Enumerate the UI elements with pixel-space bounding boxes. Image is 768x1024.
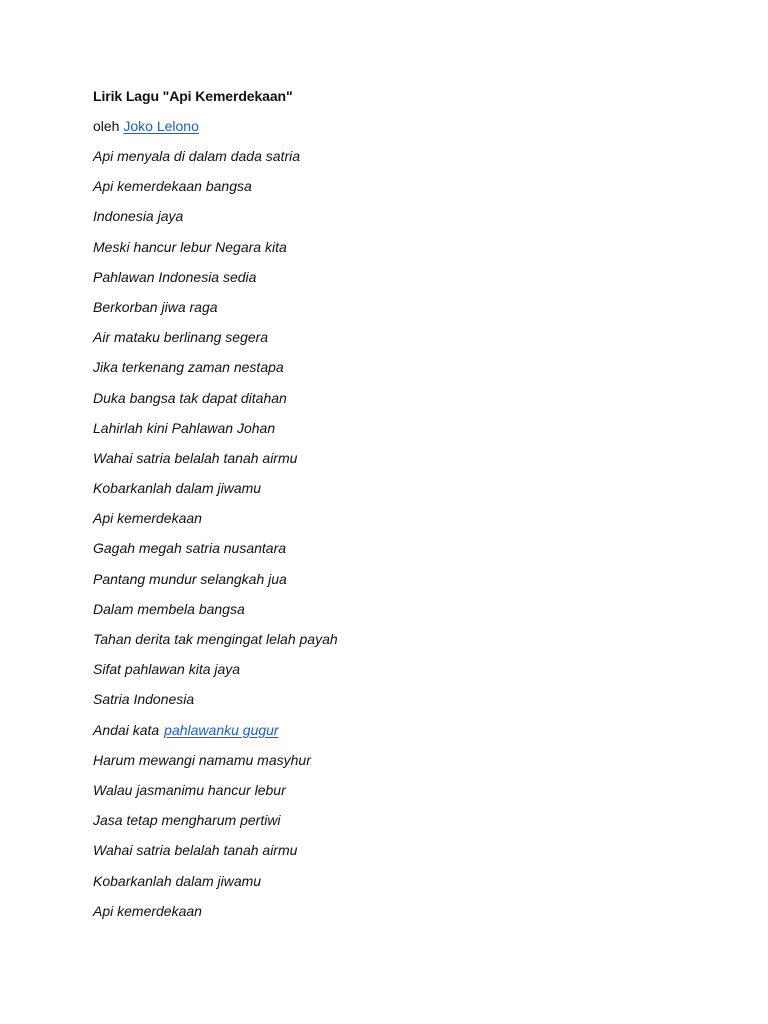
lyric-line: Lahirlah kini Pahlawan Johan [93, 419, 276, 436]
lyric-line: Pahlawan Indonesia sedia [93, 268, 257, 285]
lyric-line: Berkorban jiwa raga [93, 298, 218, 315]
lyric-line: Wahai satria belalah tanah airmu [93, 842, 298, 859]
document-title: Lirik Lagu "Api Kemerdekaan" [93, 88, 293, 104]
inline-lyric-link[interactable]: pahlawanku gugur [164, 721, 279, 738]
lyric-line: Jika terkenang zaman nestapa [93, 359, 284, 376]
lyric-line: Satria Indonesia [93, 691, 195, 708]
lyric-line: Pantang mundur selangkah jua [93, 570, 287, 587]
lyric-line: Kobarkanlah dalam jiwamu [93, 480, 262, 497]
lyric-line: Api kemerdekaan [93, 510, 202, 527]
lyric-line: Kobarkanlah dalam jiwamu [93, 872, 262, 889]
lyric-line: Gagah megah satria nusantara [93, 540, 287, 557]
lyrics-list [93, 146, 713, 921]
lyric-line: Walau jasmanimu hancur lebur [93, 781, 286, 798]
lyric-line: Duka bangsa tak dapat ditahan [93, 389, 287, 406]
lyric-line: Jasa tetap mengharum pertiwi [93, 812, 281, 829]
lyric-line: Wahai satria belalah tanah airmu [93, 449, 298, 466]
lyric-line: Api menyala di dalam dada satria [93, 148, 301, 164]
lyric-line: Harum mewangi namamu masyhur [93, 751, 311, 768]
byline-prefix: oleh [93, 118, 120, 134]
lyric-line: Sifat pahlawan kita jaya [93, 661, 241, 678]
byline [93, 116, 713, 136]
lyric-line: Air mataku berlinang segera [93, 329, 269, 346]
lyric-line: Tahan derita tak mengingat lelah payah [93, 631, 338, 647]
lyric-line: Meski hancur lebur Negara kita [93, 238, 287, 255]
document-page [93, 86, 713, 931]
author-link[interactable]: Joko Lelono [123, 118, 199, 134]
lyric-line: Dalam membela bangsa [93, 600, 245, 617]
lyric-line: Indonesia jaya [93, 208, 184, 225]
lyric-line: Api kemerdekaan [93, 902, 202, 919]
lyric-line: Api kemerdekaan bangsa [93, 178, 252, 195]
lyric-line: Andai kata pahlawanku gugur [93, 721, 279, 738]
